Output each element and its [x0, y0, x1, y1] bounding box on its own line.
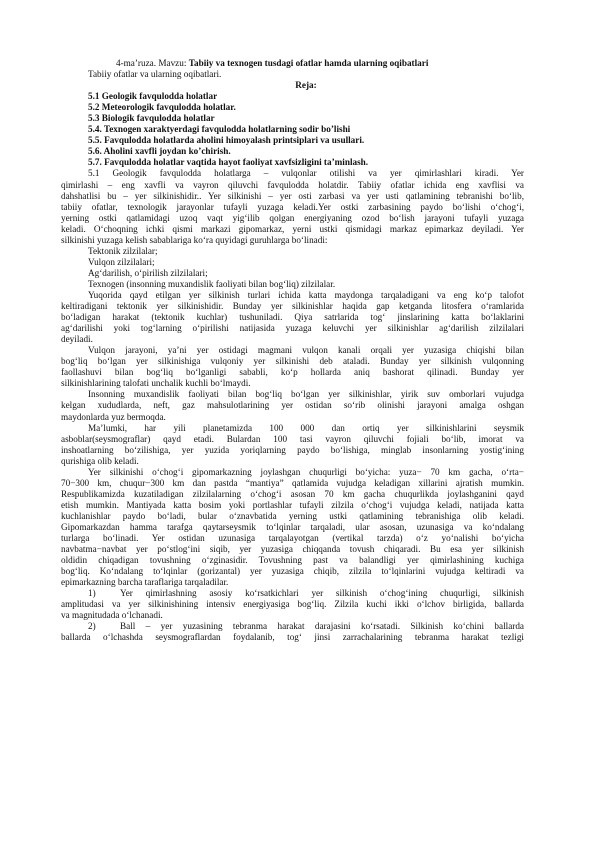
cause-item: Texnogen (insonning muxandislik faoliyati bilan bog‘liq) zilzilalar.: [88, 278, 336, 289]
numbered-text: Ball – yer yuzasining tebranma harakat darajasini ko‘rsatadi. Silkinish ko‘chini ballarda: [120, 621, 524, 632]
plan-title: Reja:: [295, 80, 317, 91]
plan-item: 5.4. Texnogen xaraktyerdagi favqulodda holatlarning sodir bo’lishi: [88, 124, 351, 135]
plan-item: 5.2 Meteorologik favqulodda holatlar.: [88, 102, 236, 113]
paragraph-line: maydonlarda yuz bermoqda.: [61, 411, 166, 422]
lecture-topic: Tabiiy va texnogen tusdagi ofatlar hamda ularning oqibatlari: [188, 58, 429, 68]
paragraph-line: Insonning muxandislik faoliyati bilan bog‘liq bo‘lgan yer silkinishlar, yirik suv omborlari vujudga: [88, 389, 524, 400]
body-line: qimirlashi – eng xavfli va vayron qiluvchi favqulodda holatdir. Tabiiy ofatlar ichida eng xavflisi va: [61, 179, 524, 190]
body-line: keladi. O‘choqning ichki qismi markazi gipomarkaz, yerni ustki qismidagi markaz epimarkaz deyiladi. Yer: [61, 223, 524, 234]
numbered-line: ballarda o‘lchashda seysmograflardan foydalanib, tog‘ jinsi zarrachalarining tebranma harakat tezligi: [61, 632, 524, 643]
item-number: 1): [88, 588, 96, 599]
paragraph-line: deyiladi.: [61, 334, 93, 345]
paragraph-line: Vulqon jarayoni, ya’ni yer ostidagi magmani vulqon kanali orqali yer yuzasiga chiqishi bilan: [88, 345, 524, 356]
plan-item: 5.6. Aholini xavfli joydan ko’chirish.: [88, 146, 231, 157]
paragraph-line: Ma’lumki, har yili planetamizda 100 000 dan ortiq yer silkinishlarini seysmik: [88, 422, 524, 433]
body-line: 5.1 Geologik favqulodda holatlarga – vulqonlar otilishi va yer qimirlashlari kiradi. Yer: [88, 168, 524, 179]
body-line: dahshatlisi bu – yer silkinishidir.. Yer silkinishi – yer osti zarbasi va yer usti qatlamining tebranishi bo‘lib,: [61, 190, 524, 201]
cause-item: Tektonik zilzilalar;: [88, 245, 158, 256]
paragraph-line: Yer silkinishi o‘chog‘i gipomarkazning joylashgan chuqurligi bo‘yicha: yuza− 70 km gacha, o‘rta−: [88, 466, 524, 477]
paragraph-line: kuchlanishlar paydo bo‘ladi, bular o‘znavbatida yerning ustki qatlamining tebranishiga olib keladi.: [61, 510, 524, 521]
paragraph-line: inshoatlarning bo‘zilishiga, yer yuzida yoriqlarning paydo bo‘lishiga, minglab insonlarning yostig‘ining: [61, 444, 524, 455]
numbered-text: Yer qimirlashning asosiy ko‘rsatkichlari yer silkinish o‘chog‘ining chuqurligi, silkinish: [120, 588, 524, 599]
paragraph-line: navbatma−navbat yer po‘stlog‘ini siqib, yer yuzasiga chiqqanda tovush chiqaradi. Bu esa yer silkinish: [61, 544, 524, 555]
paragraph-line: etish mumkin. Mantiyada katta bosim yoki portlashlar tufayli zilzila o‘chog‘i vujudga keladi, natijada katta: [61, 499, 524, 510]
paragraph-line: ag‘darilishi yoki tog‘larning o‘pirilishi natijasida yuzaga keluvchi yer silkinishlar ag‘darilish zilzilalari: [61, 323, 524, 334]
numbered-line: [88, 588, 524, 599]
plan-item: 5.7. Favqulodda holatlar vaqtida hayot faoliyat xavfsizligini ta’minlash.: [88, 157, 369, 168]
numbered-line: amplitudasi va yer silkinishining intensiv energiyasiga bog‘liq. Zilzila kuchi ikki o‘lchov birligida, ballarda: [61, 599, 524, 610]
human-activity-paragraph: [61, 389, 524, 422]
paragraph-line: faollashuvi bilan bog‘liq bo‘lganligi sababli, ko‘p hollarda aniq bashorat qilinadi. Bunday yer: [61, 367, 524, 378]
paragraph-line: 70−300 km, chuqur−300 km dan pastda “mantiya” qatlamida vujudga keladigan xillarini ajratish mumkin.: [61, 477, 524, 488]
document-content: [61, 58, 524, 643]
lecture-subtitle: Tabiiy ofatlar va ularning oqibatlari.: [88, 69, 222, 80]
cause-item: Ag‘darilish, o‘pirilish zilzilalari;: [88, 267, 208, 278]
paragraph-line: bog‘liq bo‘lgan yer silkinishiga vulqoniy yer silkinishi deb ataladi. Bunday yer silkinish vulqonning: [61, 356, 524, 367]
body-line: silkinishi yuzaga kelish sabablariga ko‘ra quyidagi guruhlarga bo‘linadi:: [61, 234, 328, 245]
depth-paragraph: [61, 466, 524, 589]
cause-item: Vulqon zilzilalari;: [88, 256, 155, 267]
plan-item: 5.1 Geologik favqulodda holatlar: [88, 91, 218, 102]
paragraph-line: qurishiga olib keladi.: [61, 455, 139, 466]
body-line: yerning ostki qatlamidagi uzoq vaqt yig‘ilib qolgan energiyaning ozod bo‘lish jarayoni tufayli yuzaga: [61, 212, 524, 223]
paragraph-line: turlarga bo‘linadi. Yer ostidan uzunasiga tarqalayotgan (vertikal tarzda) o‘z yo‘nalishi bo‘yicha: [61, 533, 524, 544]
paragraph-line: Respublikamizda kuzatiladigan zilzilalarning o‘chog‘i asosan 70 km gacha chuqurlikda joylashganini qayd: [61, 488, 524, 499]
volcanic-paragraph: [61, 345, 524, 389]
paragraph-line: silkinishlarining talofati unchalik kuchli bo‘lmaydi.: [61, 378, 251, 389]
intro-paragraph: [61, 168, 524, 245]
paragraph-line: Gipomarkazdan hamma tarafga qaytarseysmik to‘lqinlar tarqaladi, ular asosan, uzunasiga va ko‘ndalang: [61, 521, 524, 532]
plan-item: 5.5. Favqulodda holatlarda aholini himoyalash printsiplari va usullari.: [88, 135, 365, 146]
paragraph-line: oldidin chiqadigan tovushning o‘zginasidir. Tovushning past va balandligi yer qimirlashining kuchiga: [61, 555, 524, 566]
plan-list: [88, 91, 524, 168]
numbered-line: [88, 621, 524, 632]
paragraph-line: kelgan xududlarda, neft, gaz mahsulotlarining yer ostidan so‘rib olinishi jarayoni amalga oshgan: [61, 400, 524, 411]
paragraph-line: keltiradigani tektonik yer silkinishidir. Bunday yer silkinishlar haqida gap ketganda litosfera o‘ramlarida: [61, 301, 524, 312]
item-number: 2): [88, 621, 96, 632]
paragraph-line: asboblar(seysmograflar) qayd etadi. Bulardan 100 tasi vayron qiluvchi fojiali bo‘lib, imorat va: [61, 433, 524, 444]
paragraph-line: bo‘ladigan harakat (tektonik kuchlar) tushuniladi. Qiya satrlarida tog‘ jinslarining katta bo‘laklarini: [61, 312, 524, 323]
plan-item: 5.3 Biologik favqulodda holatlar: [88, 113, 215, 124]
numbered-list: [61, 588, 524, 643]
paragraph-line: Yuqorida qayd etilgan yer silkinish turlari ichida katta maydonga tarqaladigani va eng ko‘p talofot: [88, 289, 524, 300]
causes-list: [88, 246, 524, 290]
paragraph-line: bog‘liq. Ko‘ndalang to‘lqinlar (gorizantal) yer yuzasiga chiqib, zilzila to‘lqinlarini vujudga keltiradi va: [61, 566, 524, 577]
numbered-line: va magnitudada o‘lchanadi.: [61, 610, 163, 621]
lecture-prefix: 4-ma’ruza. Mavzu:: [116, 58, 189, 68]
statistics-paragraph: [61, 422, 524, 467]
lecture-heading: [88, 58, 524, 69]
body-line: tabiiy ofatlar, texnologik jarayonlar tufayli yuzaga keladi.Yer ostki zarbasining paydo bo‘lishi o‘chog‘i,: [61, 201, 524, 212]
tectonic-paragraph: [61, 289, 524, 345]
paragraph-line: epimarkazning barcha taraflariga tarqaladilar.: [61, 577, 229, 588]
